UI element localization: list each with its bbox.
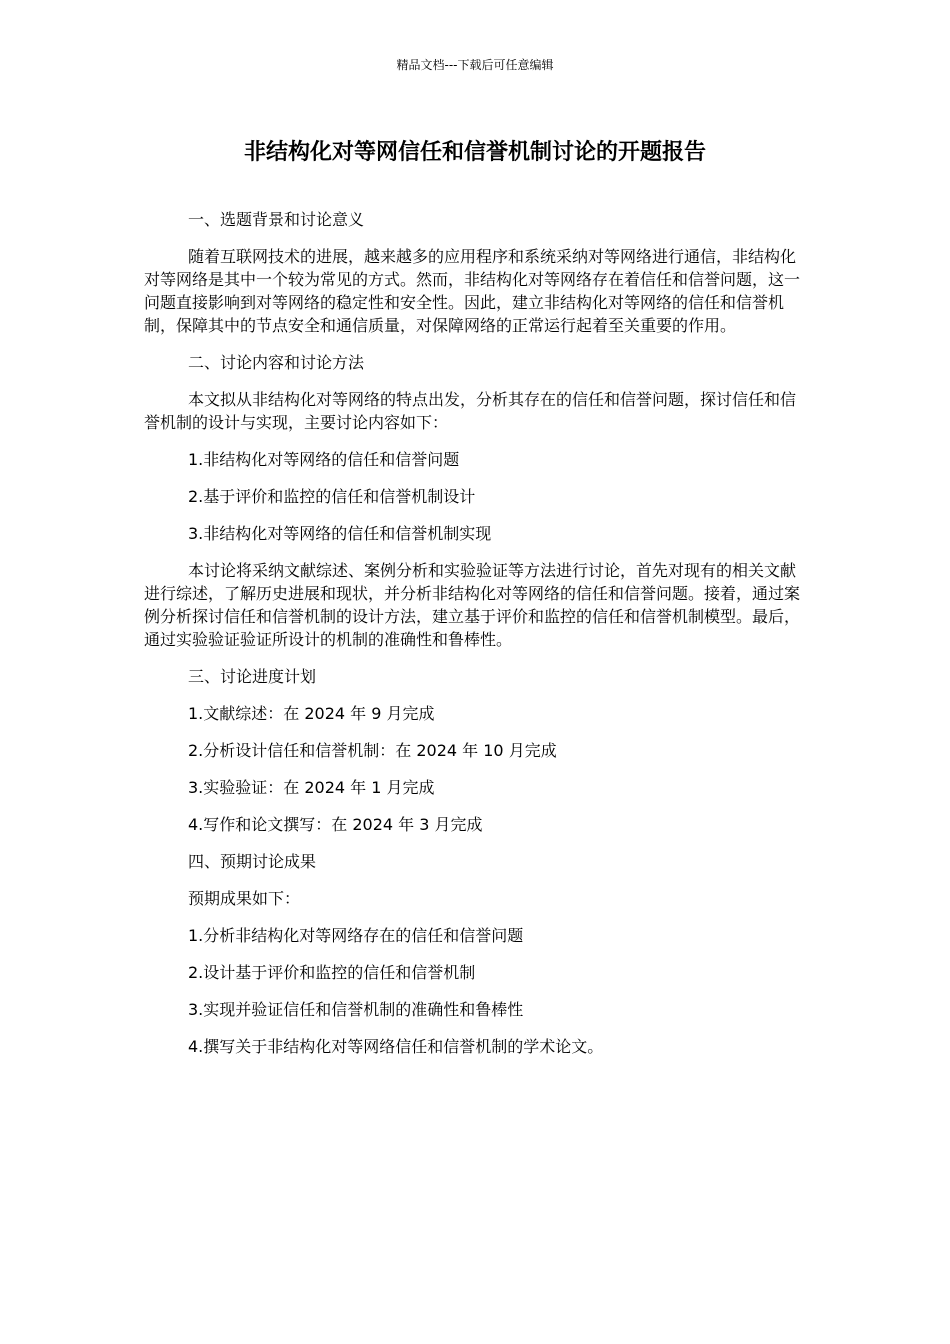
document-title: 非结构化对等网信任和信誉机制讨论的开题报告 xyxy=(243,140,706,165)
list-item-content-2: 2.基于评价和监控的信任和信誉机制设计 xyxy=(188,487,476,506)
section-heading-schedule: 三、讨论进度计划 xyxy=(188,667,317,686)
paragraph-outcomes-intro: 预期成果如下： xyxy=(188,889,301,908)
paragraph-background: 随着互联网技术的进展，越来越多的应用程序和系统采纳对等网络进行通信，非结构化对等网络是其中一个较为常见的方式。然而，非结构化对等网络存在着信任和信誉问题，这一问题直接影响到对等网络的稳定性和安全性。因此，建立非结构化对等网络的信任和信誉机制，保障其中的节点安全和通信质量，对保障网络的正常运行起着至关重要的作用。 xyxy=(144,247,801,335)
list-item-content-3: 3.非结构化对等网络的信任和信誉机制实现 xyxy=(188,524,492,543)
section-heading-outcomes: 四、预期讨论成果 xyxy=(188,852,317,871)
paragraph-methods: 本讨论将采纳文献综述、案例分析和实验验证等方法进行讨论，首先对现有的相关文献进行综述，了解历史进展和现状，并分析非结构化对等网络的信任和信誉问题。接着，通过案例分析探讨信任和信誉机制的设计方法，建立基于评价和监控的信任和信誉机制模型。最后，通过实验验证验证所设计的机制的准确性和鲁棒性。 xyxy=(144,561,801,649)
paragraph-content-intro: 本文拟从非结构化对等网络的特点出发，分析其存在的信任和信誉问题，探讨信任和信誉机制的设计与实现，主要讨论内容如下： xyxy=(144,390,797,432)
document-body xyxy=(144,208,808,1072)
list-item-outcome-2: 2.设计基于评价和监控的信任和信誉机制 xyxy=(188,963,476,982)
section-heading-content-methods: 二、讨论内容和讨论方法 xyxy=(188,353,365,372)
list-item-content-1: 1.非结构化对等网络的信任和信誉问题 xyxy=(188,450,460,469)
list-item-schedule-1: 1.文献综述：在 2024 年 9 月完成 xyxy=(188,704,435,723)
list-item-schedule-3: 3.实验验证：在 2024 年 1 月完成 xyxy=(188,778,435,797)
list-item-outcome-1: 1.分析非结构化对等网络存在的信任和信誉问题 xyxy=(188,926,524,945)
list-item-schedule-4: 4.写作和论文撰写：在 2024 年 3 月完成 xyxy=(188,815,483,834)
list-item-outcome-3: 3.实现并验证信任和信誉机制的准确性和鲁棒性 xyxy=(188,1000,524,1019)
section-heading-background: 一、选题背景和讨论意义 xyxy=(188,210,365,229)
list-item-outcome-4: 4.撰写关于非结构化对等网络信任和信誉机制的学术论文。 xyxy=(188,1037,604,1056)
header-note: 精品文档---下载后可任意编辑 xyxy=(396,58,554,72)
list-item-schedule-2: 2.分析设计信任和信誉机制：在 2024 年 10 月完成 xyxy=(188,741,557,760)
